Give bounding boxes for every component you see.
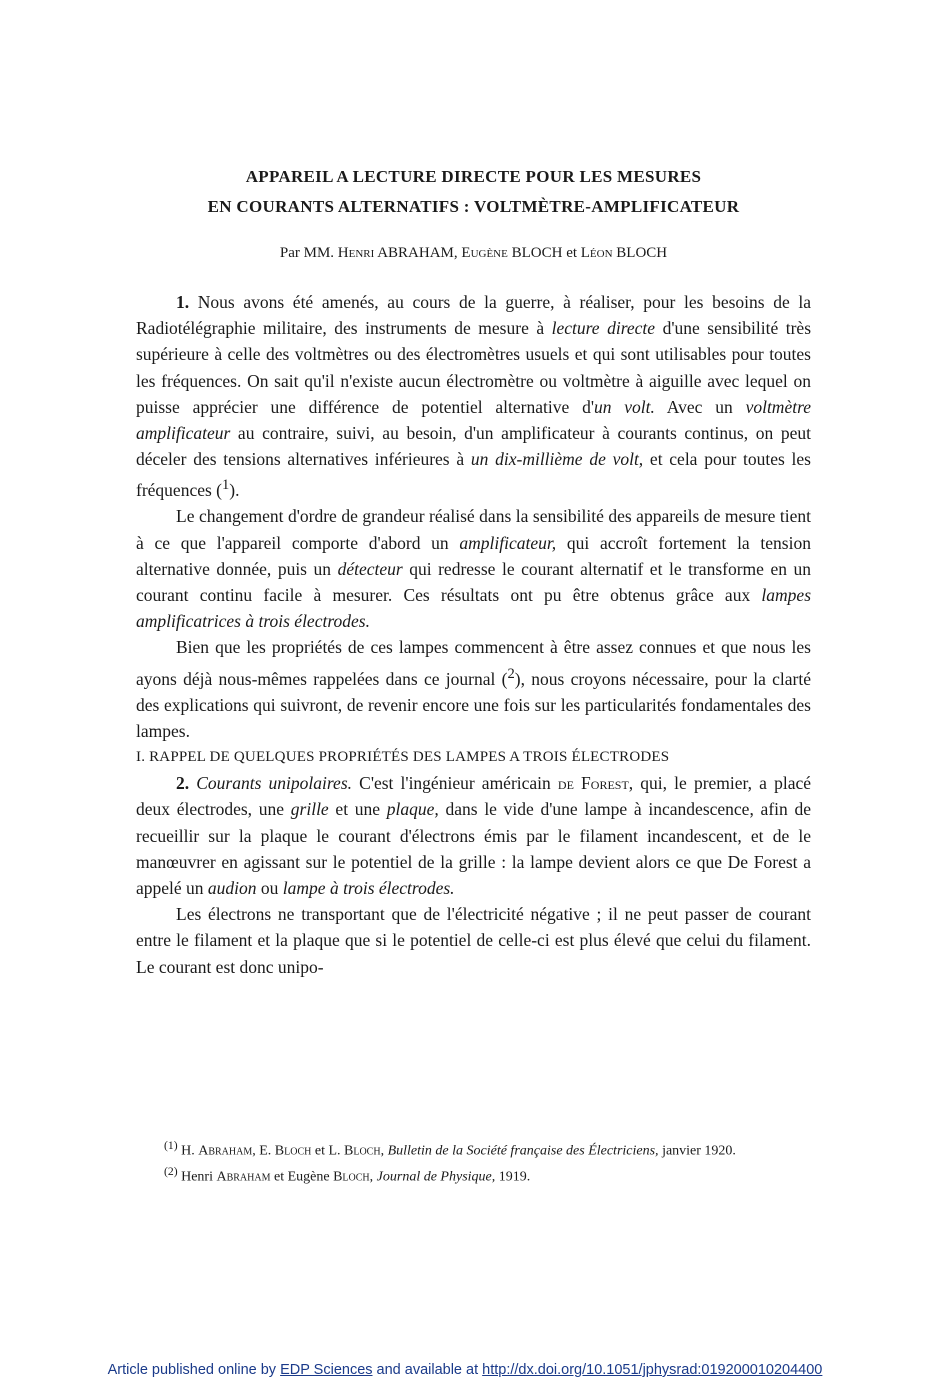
- text-run: ), nous croyons nécessaire, pour la clarté des explications qui suivront, de revenir encore une fois sur les particularités fondamentales des lampes.: [136, 668, 811, 741]
- title-line-2: EN COURANTS ALTERNATIFS : VOLTMÈTRE-AMPLIFICATEUR: [207, 197, 740, 216]
- author1-surname: ABRAHAM: [377, 245, 454, 261]
- italic-term: un volt.: [593, 396, 655, 417]
- journal-title: Bulletin de la Société française des Électriciens,: [387, 1143, 659, 1159]
- small-caps-name: Abraham: [198, 1143, 253, 1159]
- text-run: C'est l'ingénieur américain: [352, 773, 558, 794]
- text-run: ou: [256, 877, 283, 898]
- italic-term: un dix-millième de volt,: [470, 449, 644, 470]
- text-run: Avec un: [654, 396, 746, 417]
- small-caps-name: Bloch: [344, 1143, 381, 1159]
- text-run: et Eugène: [270, 1169, 334, 1185]
- small-caps-name: Bloch: [333, 1169, 370, 1185]
- footnote-1: [136, 1136, 811, 1162]
- text-run: ,: [380, 1143, 388, 1159]
- author3-surname: BLOCH: [616, 245, 668, 261]
- text-run: , E.: [252, 1143, 275, 1159]
- italic-term: lecture directe: [551, 318, 656, 339]
- text-run: ,: [369, 1169, 377, 1185]
- text-run: au contraire, suivi, au besoin, d'un amplificateur à courants continus, on peut déceler des tensions alternatives inférieures à: [136, 423, 811, 470]
- text-run: Le changement d'ordre de grandeur réalisé dans la sensibilité des appareils de mesure tient à ce que l'appareil comporte d'abord un: [136, 506, 811, 553]
- small-caps-name: Bloch: [274, 1143, 312, 1159]
- small-caps-name: de Forest: [557, 773, 629, 794]
- footnote-ref-2: 2: [507, 665, 515, 682]
- italic-term: lampes amplificatrices à trois électrodes.: [136, 585, 811, 632]
- footer-text: and available at: [372, 1362, 483, 1378]
- section-heading: I. RAPPEL DE QUELQUES PROPRIÉTÉS DES LAMPES A TROIS ÉLECTRODES: [136, 749, 670, 766]
- byline-prefix: Par MM.: [279, 245, 335, 261]
- text-run: Bien que les propriétés de ces lampes commencent à être assez connues et que nous les ayons déjà nous-mêmes rappelées dans ce journal (: [136, 637, 811, 689]
- footnote-mark: (2): [164, 1164, 178, 1178]
- italic-term: Courants unipolaires.: [189, 773, 353, 794]
- doi-link[interactable]: http://dx.doi.org/10.1051/jphysrad:019200010204400: [482, 1362, 823, 1378]
- text-run: H.: [177, 1143, 199, 1159]
- paragraph-number: 1.: [176, 292, 190, 312]
- text-run: qui redresse le courant alternatif et le transforme en un courant continu facile à mesurer. Ces résultats ont pu être obtenus grâce aux: [136, 558, 812, 606]
- paragraph-2: [136, 503, 811, 634]
- title-line-1: APPAREIL A LECTURE DIRECTE POUR LES MESURES: [245, 167, 702, 186]
- byline: Par MM. Henri ABRAHAM, Eugène BLOCH et Léon BLOCH: [279, 245, 668, 261]
- footnote-2: [136, 1162, 811, 1188]
- footnotes: [136, 1136, 811, 1187]
- byline-connector: et: [566, 245, 578, 261]
- text-run: et cela pour toutes les fréquences (: [136, 449, 811, 501]
- paragraph-3: [136, 634, 811, 744]
- text-run: et une: [328, 799, 387, 820]
- footer-text: Article published online by: [107, 1362, 281, 1378]
- author1-given: Henri: [337, 245, 375, 261]
- italic-term: amplificateur,: [459, 532, 557, 553]
- author3-given: Léon: [580, 245, 613, 261]
- text-run: ).: [229, 480, 240, 501]
- text-run: Nous avons été amenés, au cours de la guerre, à réaliser, pour les besoins de la Radiotélégraphie militaire, des instruments de mesure à: [136, 292, 811, 339]
- italic-term: plaque,: [386, 799, 439, 820]
- paragraph-4: [136, 770, 811, 901]
- text-run: , qui, le premier, a placé deux électrodes, une: [136, 773, 811, 820]
- italic-term: détecteur: [337, 558, 403, 579]
- text-run: Les électrons ne transportant que de l'électricité négative ; il ne peut passer de courant entre le filament et la plaque que si le potentiel de celle-ci est plus élevé que celui du filament. Le courant est donc unipo-: [136, 904, 811, 977]
- italic-term: voltmètre amplificateur: [136, 396, 811, 444]
- footnote-mark: (1): [164, 1139, 178, 1152]
- text-run: et L.: [311, 1143, 345, 1159]
- edp-sciences-link[interactable]: EDP Sciences: [280, 1362, 373, 1378]
- text-run: dans le vide d'une lampe à incandescence, afin de recueillir sur la plaque le courant d'électrons émis par le filament incandescent, et de le manœuvrer en agissant sur le potentiel de la grille : la lampe devient alors ce que De Forest a appelé un: [136, 799, 811, 898]
- italic-term: audion: [207, 877, 257, 898]
- small-caps-name: Abraham: [216, 1169, 271, 1185]
- publisher-footer: [0, 1362, 930, 1378]
- text-run: janvier 1920.: [658, 1143, 736, 1159]
- text-run: Henri: [177, 1169, 217, 1185]
- author2-surname: BLOCH: [511, 245, 563, 261]
- paragraph-number: 2.: [176, 773, 190, 794]
- italic-term: lampe à trois électrodes.: [282, 877, 455, 898]
- italic-term: grille: [290, 799, 329, 820]
- paragraph-5: [136, 901, 811, 980]
- text-run: 1919.: [495, 1169, 531, 1185]
- text-run: qui accroît fortement la tension alternative donnée, puis un: [136, 532, 811, 579]
- text-run: d'une sensibilité très supérieure à celle des voltmètres ou des électromètres usuels et qui sont utilisables pour toutes les fréquences. On sait qu'il n'existe aucun électromètre ou voltmètre à aiguille avec lequel on puisse apprécier une différence de potentiel alternative d': [136, 318, 812, 417]
- author2-given: Eugène: [461, 245, 508, 261]
- journal-title: Journal de Physique,: [376, 1169, 496, 1185]
- footnote-ref-1: 1: [222, 477, 230, 494]
- article-body: [136, 289, 811, 980]
- paragraph-1: [136, 289, 811, 503]
